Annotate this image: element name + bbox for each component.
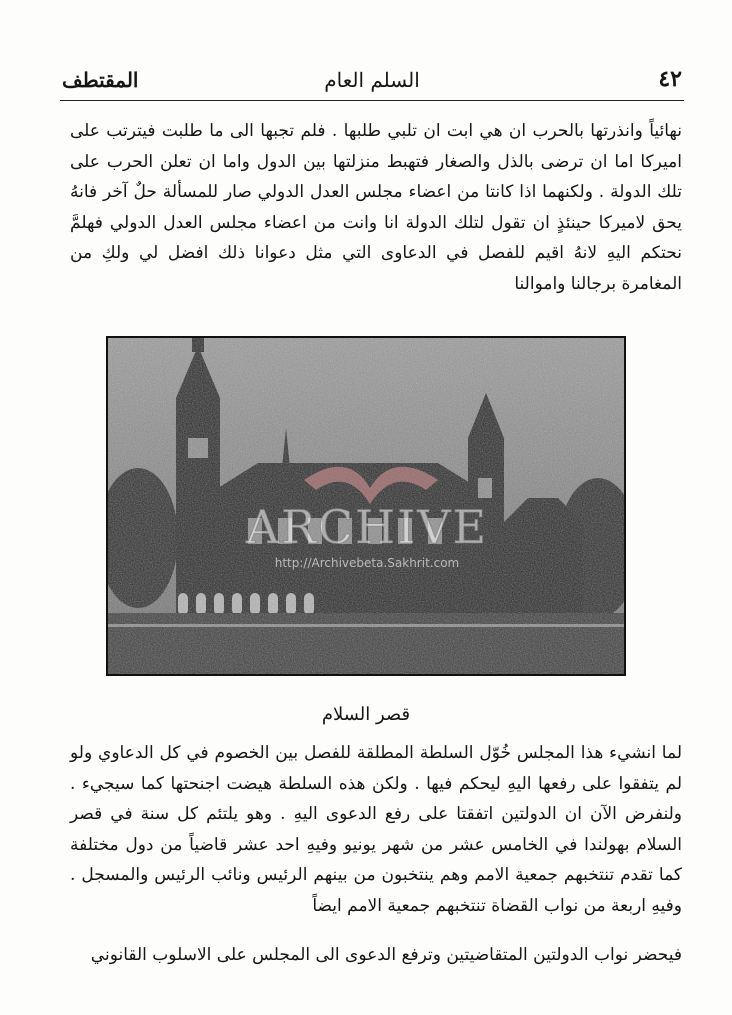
body-paragraph-2: لما انشيء هذا المجلس خُوّل السلطة المطلقة للفصل بين الخصوم في كل الدعاوي ولو لم يتفقوا على رفعها اليهِ ليحكم فيها . ولكن هذه السلطة هيضت اجنحتها كما سيجيء . ولنفرض الآن ان الدولتين اتفقتا على رفع الدعوى اليهِ . وهو يلتئم كل سنة في قصر السلام بهولندا في الخامس عشر من شهر يونيو وفيهِ احد عشر قاضياً من دول مختلفة كما تقدم تنتخبهم جمعية الامم وهم ينتخبون من بينهم الرئيس ونائب الرئيس والمسجل . وفيهِ اربعة من نواب القضاة تنتخبهم جمعية الامم ايضاً (70, 743, 683, 916)
watermark-url: http://Archivebeta.Sakhrit.com (274, 556, 460, 570)
peace-palace-photo (106, 336, 626, 676)
figure-caption: قصر السلام (321, 704, 411, 725)
journal-name: المقتطف (62, 68, 139, 92)
body-paragraph-3: فيحضر نواب الدولتين المتقاضيتين وترفع الدعوى الى المجلس على الاسلوب القانوني (90, 945, 682, 965)
page-number: ٤٢ (658, 66, 682, 92)
halftone-grain (108, 338, 624, 674)
body-paragraph-1: نهائياً وانذرتها بالحرب ان هي ابت ان تلبي طلبها . فلم تجبها الى ما طلبت فيترتب على اميركا اما ان ترضى بالذل والصغار فتهبط منزلتها بين الدول واما ان تعلن الحرب على تلك الدولة . ولكنهما اذا كانتا من اعضاء مجلس العدل الدولي صار للمسألة حلٌ آخر فانهُ يحق لاميركا حينئذٍ ان تقول لتلك الدولة انا وانت من اعضاء مجلس العدل الدولي فهلمَّ نحتكم اليهِ لانهُ اقيم للفصل في الدعاوى التي مثل دعوانا ذلك افضل لي ولكِ من المغامرة برجالنا واموالنا (70, 121, 682, 294)
running-header (62, 64, 682, 98)
watermark-brand: ARCHIVE (245, 500, 489, 554)
section-title: السلم العام (324, 68, 420, 92)
photo-illustration (108, 338, 624, 674)
header-divider (60, 100, 684, 101)
